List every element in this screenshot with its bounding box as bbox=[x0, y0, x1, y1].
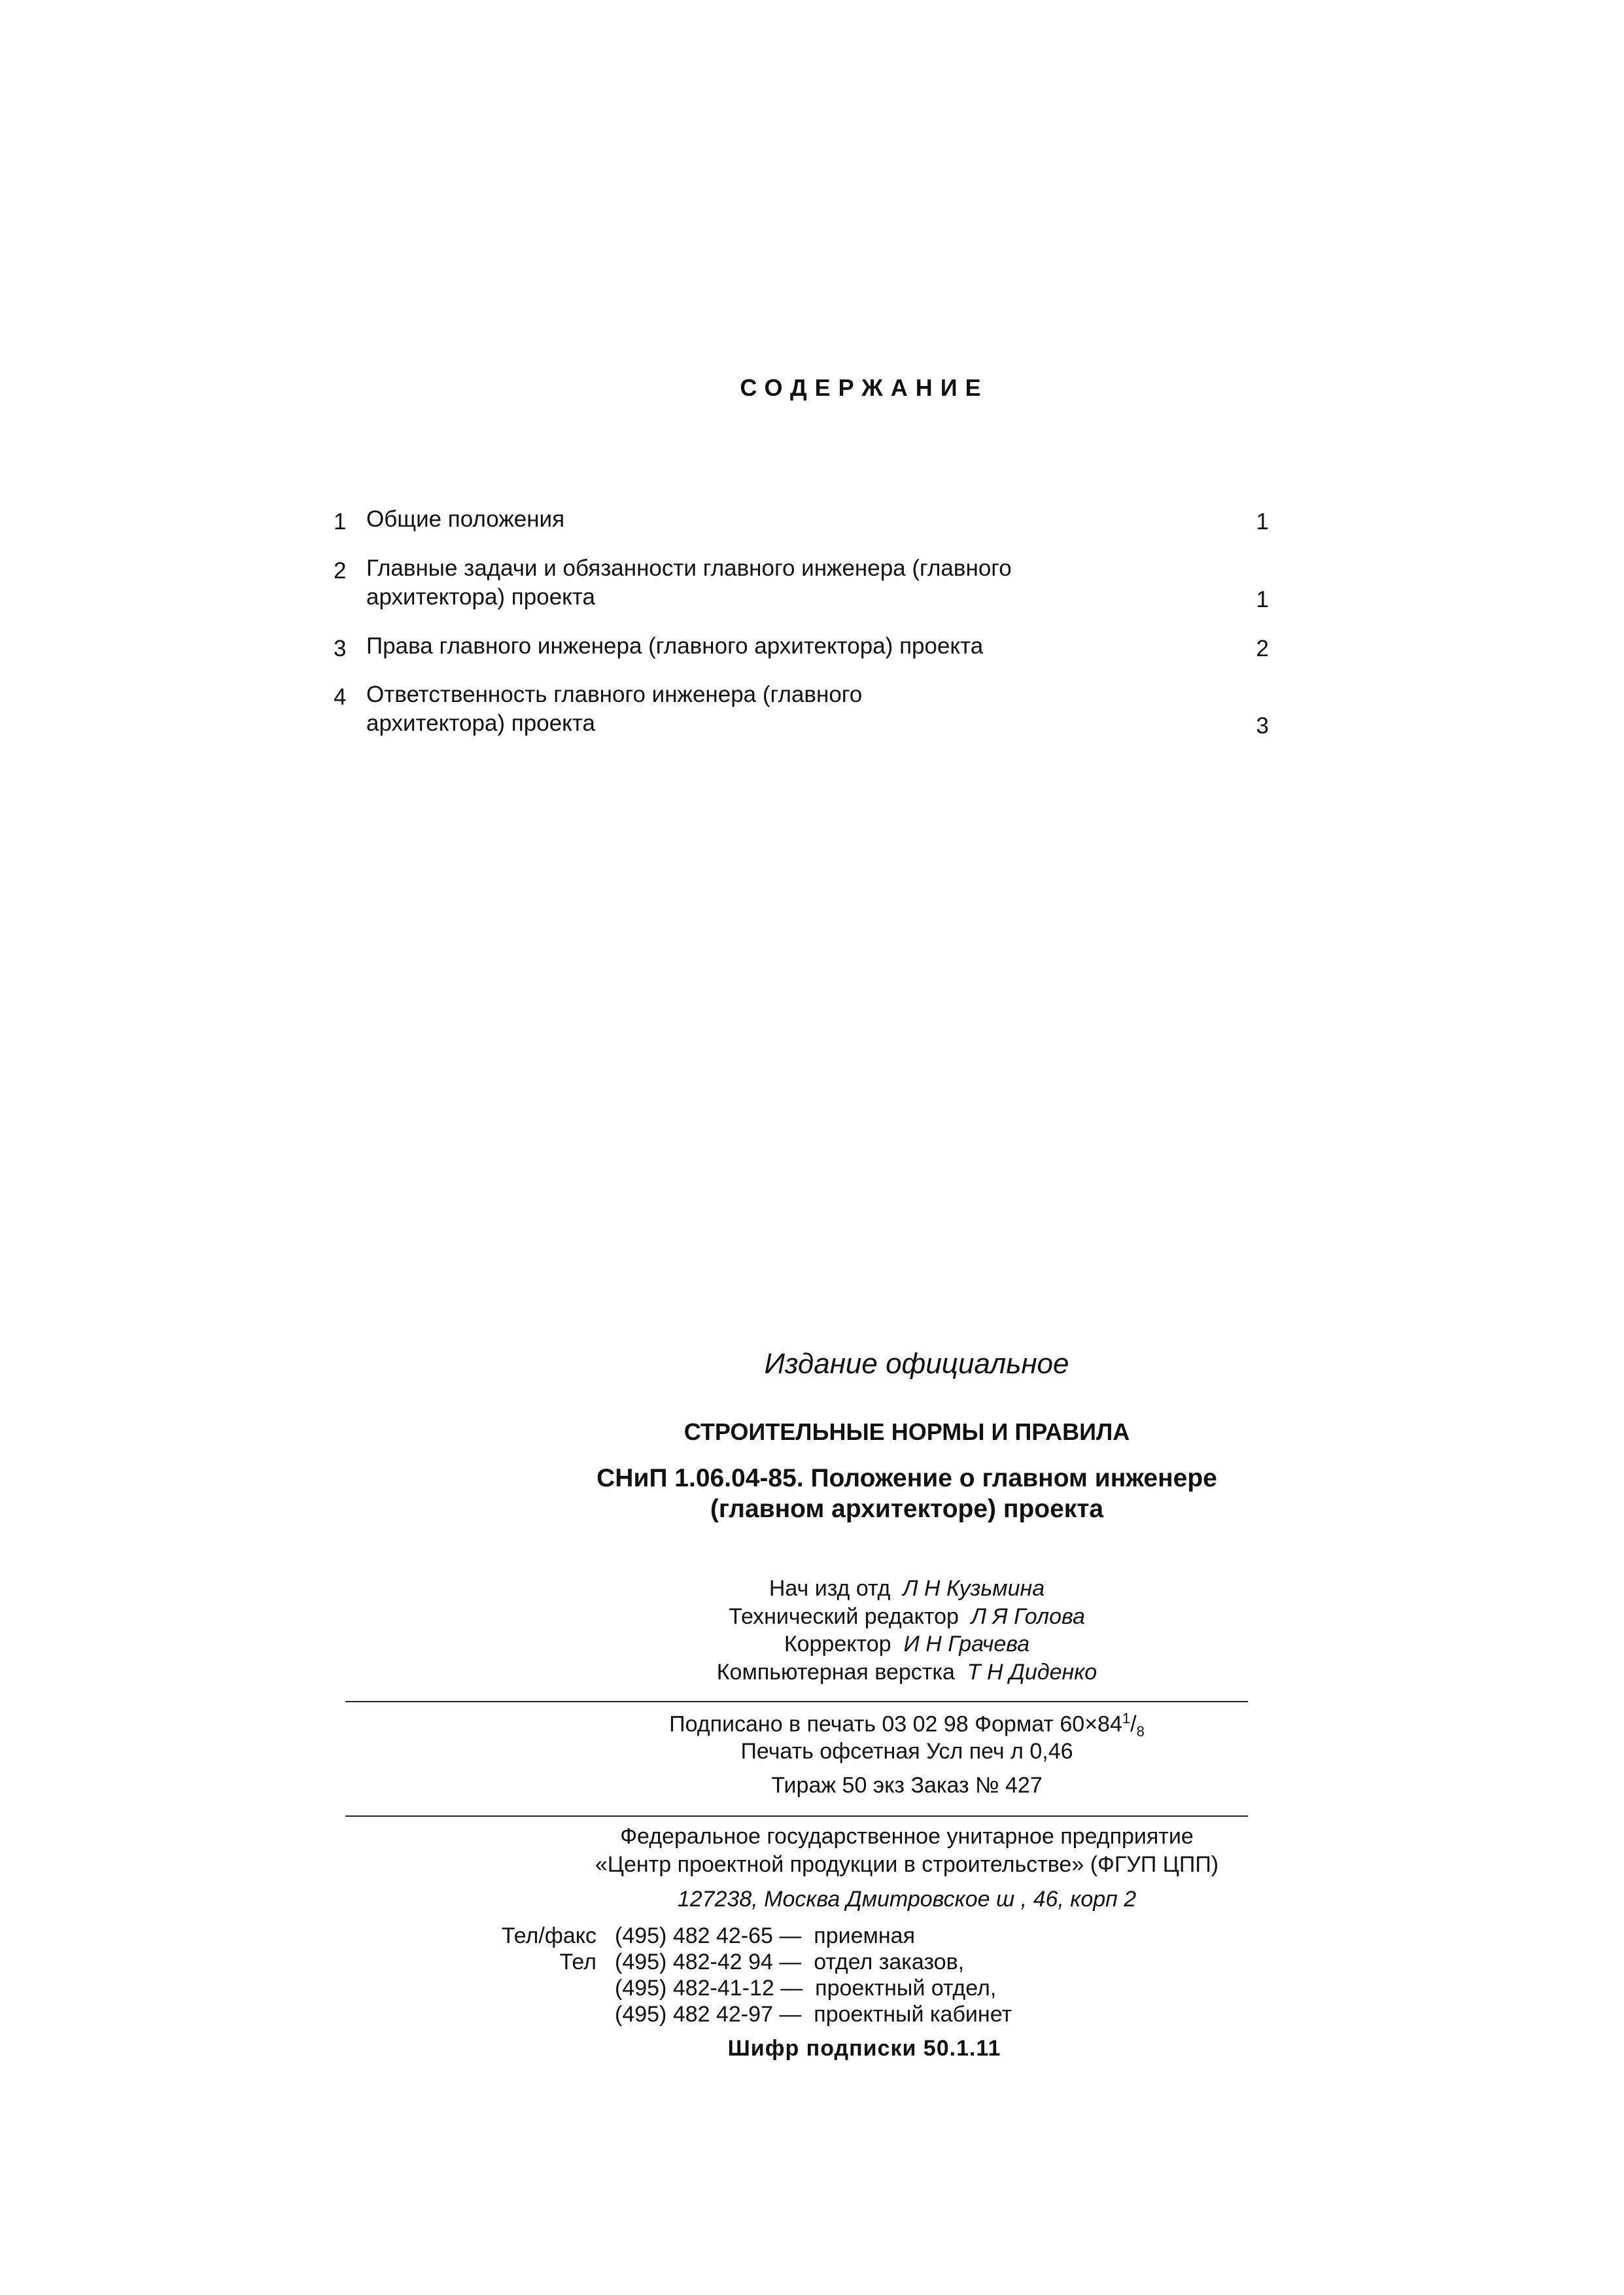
phone-number: (495) 482 42-65 bbox=[615, 1923, 773, 1948]
subscription-code: Шифр подписки 50.1.11 bbox=[727, 2036, 1001, 2061]
phone-department: приемная bbox=[814, 1923, 915, 1948]
toc-item-4-text-line1: Ответственность главного инженера (главного bbox=[366, 682, 863, 707]
toc-item-1-text: Общие положения bbox=[366, 506, 565, 532]
document-title-line1: СНиП 1.06.04-85. Положение о главном инженере bbox=[596, 1464, 1217, 1492]
phone-row: (495) 482-42 94 — отдел заказов, bbox=[615, 1950, 965, 1974]
toc-item-4-number: 4 bbox=[334, 684, 347, 710]
series-title: СТРОИТЕЛЬНЫЕ НОРМЫ И ПРАВИЛА bbox=[683, 1418, 1130, 1445]
toc-item-3-page: 2 bbox=[1256, 636, 1269, 661]
credit-name: Л Я Голова bbox=[971, 1604, 1085, 1629]
phone-department: проектный отдел, bbox=[815, 1976, 997, 2001]
credit-role: Корректор bbox=[784, 1632, 891, 1656]
credit-role: Технический редактор bbox=[729, 1604, 959, 1629]
phone-department: проектный кабинет bbox=[814, 2002, 1012, 2027]
publisher-line1: Федеральное государственное унитарное предприятие bbox=[620, 1824, 1194, 1849]
toc-item-1-number: 1 bbox=[334, 509, 347, 534]
divider-rule bbox=[345, 1815, 1248, 1817]
document-title-line2: (главном архитекторе) проекта bbox=[710, 1495, 1104, 1523]
credit-name: Т Н Диденко bbox=[967, 1660, 1097, 1685]
phone-row: (495) 482-41-12 — проектный отдел, bbox=[615, 1976, 997, 2001]
phone-label-telfax: Тел/факс bbox=[501, 1923, 596, 1948]
print-type: Печать офсетная Усл печ л 0,46 bbox=[740, 1739, 1073, 1764]
publisher-line2: «Центр проектной продукции в строительстве» (ФГУП ЦПП) bbox=[595, 1852, 1219, 1877]
divider-rule bbox=[345, 1701, 1248, 1702]
credit-editor-department bbox=[95, 1576, 1624, 1602]
credit-layout bbox=[95, 1660, 1624, 1685]
signed-text: Подписано в печать 03 02 98 Формат 60×84 bbox=[669, 1711, 1122, 1737]
toc-title: СОДЕРЖАНИЕ bbox=[740, 374, 989, 401]
phone-label-tel: Тел bbox=[559, 1950, 596, 1974]
format-subscript: 8 bbox=[1136, 1723, 1145, 1740]
toc-item-4-text-line2: архитектора) проекта bbox=[366, 710, 595, 736]
print-signed-format: Подписано в печать 03 02 98 Формат $60\times 84^1/_8$ bbox=[669, 1710, 1145, 1740]
toc-item-2-number: 2 bbox=[334, 558, 347, 584]
toc-item-2-text-line1: Главные задачи и обязанности главного инженера (главного bbox=[366, 555, 1012, 581]
format-superscript: 1 bbox=[1122, 1710, 1131, 1726]
phone-row: (495) 482 42-65 — приемная bbox=[615, 1923, 915, 1948]
publisher-address: 127238, Москва Дмитровское ш , 46, корп 2 bbox=[677, 1887, 1137, 1912]
credit-role: Нач изд отд bbox=[769, 1576, 891, 1601]
edition-label: Издание официальное bbox=[764, 1348, 1069, 1380]
phone-department: отдел заказов, bbox=[814, 1950, 965, 1974]
credit-proofreader bbox=[95, 1632, 1624, 1657]
credit-name: Л Н Кузьмина bbox=[903, 1576, 1045, 1601]
phone-row: (495) 482 42-97 — проектный кабинет bbox=[615, 2002, 1012, 2027]
phone-number: (495) 482-41-12 bbox=[615, 1976, 774, 2001]
toc-item-4-page: 3 bbox=[1256, 713, 1269, 739]
toc-item-3-number: 3 bbox=[334, 636, 347, 661]
credit-name: И Н Грачева bbox=[903, 1632, 1030, 1656]
credit-technical-editor bbox=[95, 1604, 1624, 1630]
phone-number: (495) 482-42 94 bbox=[615, 1950, 773, 1974]
toc-item-3-text: Права главного инженера (главного архитектора) проекта bbox=[366, 633, 984, 659]
toc-item-2-page: 1 bbox=[1256, 587, 1269, 612]
toc-item-2-text-line2: архитектора) проекта bbox=[366, 584, 595, 610]
credit-role: Компьютерная верстка bbox=[716, 1660, 955, 1685]
toc-item-1-page: 1 bbox=[1256, 509, 1269, 534]
phone-number: (495) 482 42-97 bbox=[615, 2002, 773, 2027]
print-run: Тираж 50 экз Заказ № 427 bbox=[771, 1773, 1043, 1798]
